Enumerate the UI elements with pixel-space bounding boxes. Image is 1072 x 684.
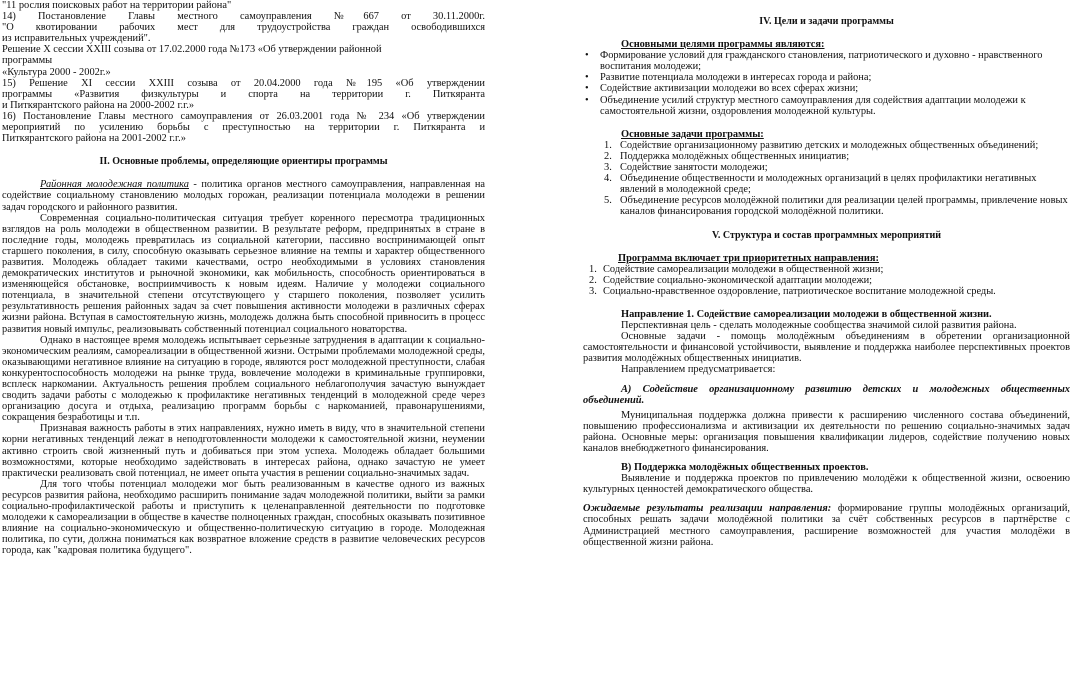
act-line: программы «Развития физкультуры и спорта на территории г. Питкяранта: [2, 88, 485, 100]
item-b-text: Выявление и поддержка проектов по привлечению молодёжи к общественной жизни, освоению культурных ценностей демократического общества.: [583, 473, 1070, 496]
task-item: 2. Поддержка молодёжных общественных инициатив;: [604, 150, 850, 162]
act-line: мероприятий по усилению борьбы с преступностью на территории г. Питкяранта и: [2, 122, 485, 134]
act-line: "О квотировании рабочих мест для трудоустройства граждан освободившихся: [2, 22, 485, 34]
act-line: "11 рослия поисковых работ на территории района": [2, 0, 232, 11]
goal-item: • Содействие активизации молодежи во всех сферах жизни;: [583, 83, 1070, 94]
goal-item: • Формирование условий для гражданского становления, патриотического и духовно - нравственного воспитания молодежи;: [583, 50, 1070, 72]
direction-1-title: Направление 1. Содействие самореализации молодежи в общественной жизни.: [621, 308, 992, 320]
act-line: 15) Решение XI сессии XXIII созыва от 20.04.2000 года №195 «Об утверждении: [2, 77, 485, 89]
act-line: «Культура 2000 - 2002г.»: [2, 66, 111, 78]
task-item: 5. Объединение ресурсов молодёжной политики для реализации целей программы, привлечение новых каналов финансирования городской молодёжной политики.: [604, 195, 1068, 218]
paragraph-potential: Для того чтобы потенциал молодежи мог быть реализованным в качестве одного из важных ресурсов развития района, необходимо расширить понимание задач молодежной политики, выйти за рамки социально-профилактической работы и приступить к целенаправленной деятельности по подготовке молодежи к самореализации в обществе в качестве полноценных граждан, способных оказывать позитивное влияние на социально-экономическую и общественно-политическую ситуацию в городе. Молодежная политика, по сути, должна пониматься как возвратное вложение средств в развитие человеческих ресурсов города, как "кадровая политика будущего".: [2, 478, 485, 557]
item-b-title: В) Поддержка молодёжных общественных проектов.: [621, 462, 869, 474]
expected-results-text: формирование группы молодёжных организаций, способных решать задачи молодёжной политики за счёт собственных ресурсов в партнёрстве с Администрацией местного самоуправления, расширение возможностей для участия молодёжи в общественной жизни района.: [583, 503, 1070, 548]
paragraph-importance: Признавая важность работы в этих направлениях, нужно иметь в виду, что в значительной степени корни негативных тенденций лежат в неподготовленности молодежи к самостоятельной жизни, неумении активно строить свой жизненный путь и добиваться при этом успеха. Молодежь обладает большими возможностями, которые необходимо задействовать в интересах района, однако зачастую не умеет практически реализовать свой потенциал, не имеет опыта участия в решении социально-значимых задач.: [2, 423, 485, 479]
direction-item: 1. Содействие самореализации молодежи в общественной жизни;: [589, 263, 884, 275]
act-line: 14) Постановление Главы местного самоуправления №667 от 30.11.2000г.: [2, 11, 485, 23]
tasks-heading: Основные задачи программы:: [621, 128, 764, 140]
paragraph-youth-policy: [2, 179, 485, 212]
act-line: 16) Постановление Главы местного самоуправления от 26.03.2001 года № 234 «Об утверждении: [2, 110, 485, 122]
direction-1-goal: Перспективная цель - сделать молодежные сообщества значимой силой развития района.: [621, 320, 1017, 332]
section-5-title: V. Структура и состав программных мероприятий: [711, 229, 942, 241]
task-item: 3. Содействие занятости молодежи;: [604, 162, 768, 174]
legal-acts-list: [2, 0, 485, 144]
expected-results: [583, 503, 1070, 547]
goals-heading: Основными целями программы являются:: [621, 39, 825, 51]
goals-list: [583, 50, 1070, 117]
directions-heading: Программа включает три приоритетных направления:: [618, 252, 879, 264]
right-column: [583, 0, 1070, 548]
task-item: 1. Содействие организационному развитию детских и молодежных общественных объединений;: [604, 139, 1039, 151]
youth-policy-definition: - политика органов местного самоуправления, направленная на содействие социальному становлению молодых горожан, реализации потенциала молодежи в решении задач городского и районного развития.: [2, 179, 485, 213]
tasks-list: [583, 140, 1070, 218]
act-line: Решение X сессии XXIII созыва от 17.02.2000 года №173 «Об утверждении районной: [2, 44, 382, 56]
youth-policy-term: Районная молодежная политика: [40, 179, 189, 191]
direction-1-tasks: Основные задачи - помощь молодёжным объединениям в обретении организационной самостоятельности и финансовой устойчивости, выявление и поддержка наиболее перспективных проектов развития молодёжных общественных инициатив.: [583, 331, 1070, 365]
act-line: программы: [2, 55, 53, 67]
paragraph-difficulties: Однако в настоящее время молодежь испытывает серьезные затруднения в адаптации к социально-экономическим реалиям, самореализации в общественной жизни. Острыми проблемами молодежной среды, оказывающими негативное влияние на ситуацию в городе, являются рост молодежной преступности, слабая конкурентоспособность молодежи на рынке труда, вовлечение молодежи в криминальные группировки, всплеск наркомании. Актуальность решения проблем социального неблагополучия зачастую вынуждает сводить задачи работы с молодежью к профилактике негативных тенденций в молодежной среде через организацию досуга и отдыха, реализацию программ борьбы с наркоманией, правонарушениями, сокращения безработицы и т.п.: [2, 334, 485, 424]
section-2-title: II. Основные проблемы, определяющие ориентиры программы: [99, 156, 388, 168]
goal-item: • Объединение усилий структур местного самоуправления для содействия адаптации молодежи к самостоятельной жизни, оздоровления молодежной культуры.: [583, 95, 1070, 117]
act-line: из исправительных учреждений".: [2, 33, 151, 45]
directions-list: [583, 264, 1070, 297]
direction-item: 2. Содействие социально-экономической адаптации молодежи;: [589, 274, 873, 286]
direction-1-planned: Направлением предусматривается:: [621, 364, 776, 376]
paragraph-situation: Современная социально-политическая ситуация требует коренного пересмотра традиционных взглядов на роль молодежи в общественном развитии. В результате реформ, предпринятых в стране в последние годы, молодежь превратилась из социальной категории, пассивно воспринимающей опыт старшего поколения, в силу, способную оказывать серьезное влияние на темпы и характер общественного развития. Молодежь обладает такими качествами, остро необходимыми в условиях становления демократических институтов и рыночной экономики, как мобильность, способность ориентироваться в изменяющейся обстановке, восприимчивость к новым идеям. Наличие у молодежи социального потенциала, в значительной степени отсутствующего у старшего поколения, позволяет усилить результативность решения районных задач за счет повышения активности молодежи в различных сферах жизни района. Вступая в самостоятельную жизнь, молодежь должна быть способной привносить в процесс развития новый импульс, реализовывать собственный потенциал социального новаторства.: [2, 212, 485, 335]
act-line: и Питкярантского района на 2000-2002 г.г.»: [2, 99, 195, 111]
item-a-title: А) Содействие организационному развитию детских и молодежных общественных объединений.: [583, 383, 1070, 406]
direction-item: 3. Социально-нравственное оздоровление, патриотическое воспитание молодежной среды.: [589, 285, 996, 297]
act-line: Питкярантского района на 2001-2002 г.г.»: [2, 133, 186, 145]
left-column: [2, 0, 485, 557]
goal-item: • Развитие потенциала молодежи в интересах города и района;: [583, 72, 1070, 83]
task-item: 4. Объединение общественности и молодежных организаций в целях профилактики негативных явлений в молодежной среде;: [604, 173, 1037, 196]
item-a-text: Муниципальная поддержка должна привести к расширению численного состава объединений, повышению профессионализма и активизации их деятельности по решению социально-значимых задач района. Основные меры: организация повышения квалификации лидеров, содействие получению новых каналов внебюджетного финансирования.: [583, 409, 1070, 454]
section-4-title: IV. Цели и задачи программы: [759, 16, 894, 27]
expected-results-lead: Ожидаемые результаты реализации направления:: [583, 503, 832, 515]
